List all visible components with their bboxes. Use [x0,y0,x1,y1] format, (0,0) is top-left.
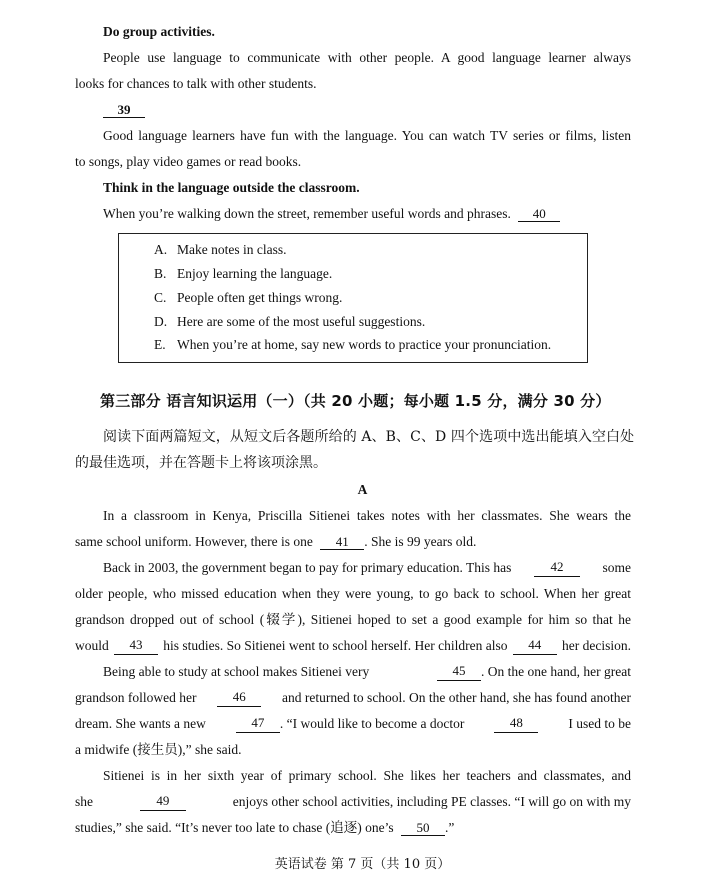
passage-p3-line2 [75,689,631,707]
p4-l3-text-b: .” [445,820,455,835]
p3-l3-blank-group [236,715,464,733]
option-b-letter: B. [154,266,167,281]
passage-p4-line3 [75,819,631,837]
blank-48: 48 [494,715,538,733]
option-b-text: Enjoy learning the language. [177,266,333,281]
passage-p3-line4: a midwife (接生员),” she said. [75,742,242,757]
p2-l1-text-a: Back in 2003, the government began to pay for primary education. This has [103,560,512,575]
p2-l4-text-b: his studies. So Sitienei went to school herself. Her children also [163,638,508,653]
option-c-text: People often get things wrong. [177,290,343,305]
p3-l1-text-b: . On the one hand, her great [481,664,631,679]
p3-l1-blank-group [437,663,631,681]
p3-l2-text-b: and returned to school. On the other hand, she has found another [281,690,631,705]
p2-l4-text-a: would [75,638,109,653]
passage-p2-line1 [103,559,631,577]
blank-44: 44 [513,637,557,655]
p4-l2-text-a: she [75,794,93,809]
part3-heading: 第三部分 语言知识运用（一）（共 20 小题；每小题 1.5 分，满分 30 分） [100,392,611,410]
option-d [154,313,425,331]
option-c [154,289,342,307]
passage-p4-line1: Sitienei is in her sixth year of primary school. She likes her teachers and classmates, and [103,768,631,783]
p4-l3-text-a: studies,” she said. “It’s never too late to chase (追逐) one’s [75,820,394,835]
blank-46: 46 [217,689,261,707]
blank-49: 49 [140,793,186,811]
passage-p2-line2: older people, who missed education when they were young, to go back to school. When her great [75,586,631,601]
blank-42: 42 [534,559,580,577]
p4-l2-text-b: enjoys other school activities, including PE classes. “I will go on with my [232,794,631,809]
blank-43: 43 [114,637,158,655]
passage-p3-line1 [103,663,631,681]
group-activities-heading: Do group activities. [103,24,215,39]
blank-50: 50 [401,820,445,836]
blank-39 [103,101,145,119]
fun-para-line1: Good language learners have fun with the language. You can watch TV series or films, listen [103,128,631,143]
option-b [154,265,332,283]
p2-l1-text-b: some [602,560,631,575]
option-d-letter: D. [154,314,168,329]
p3-l3-text-b: . “I would like to become a doctor [279,716,465,731]
p3-l1-text-a: Being able to study at school makes Sitienei very [103,664,370,679]
blank-39-number: 39 [103,102,145,118]
blank-41: 41 [320,534,364,550]
blank-47: 47 [236,715,280,733]
p1-l2-text-b: . She is 99 years old. [364,534,477,549]
option-c-letter: C. [154,290,167,305]
passage-p1-line1: In a classroom in Kenya, Priscilla Sitienei takes notes with her classmates. She wears the [103,508,631,523]
part3-instructions-line1: 阅读下面两篇短文，从短文后各题所给的 A、B、C、D 四个选项中选出能填入空白处 [103,429,635,445]
think-line-text: When you’re walking down the street, remember useful words and phrases. [103,206,511,221]
blank-45: 45 [437,663,481,681]
think-line [103,205,631,223]
options-box [118,233,588,363]
p1-l2-text-a: same school uniform. However, there is one [75,534,313,549]
option-e [154,336,551,354]
passage-p2-line4 [75,637,631,655]
blank-40: 40 [518,206,560,222]
option-d-text: Here are some of the most useful suggestions. [177,314,426,329]
p3-l3-text-a: dream. She wants a new [75,716,206,731]
group-para-line1: People use language to communicate with other people. A good language learner always [103,50,631,65]
passage-label: A [357,482,368,497]
passage-p2-line3: grandson dropped out of school (辍学), Sitienei hoped to set a good example for him so that he [75,612,631,627]
fun-para-line2: to songs, play video games or read books. [75,154,302,169]
part3-instructions-line2: 的最佳选项，并在答题卡上将该项涂黑。 [75,455,327,471]
p3-l3-text-c: I used to be [568,716,631,731]
option-e-text: When you’re at home, say new words to practice your pronunciation. [177,337,552,352]
think-heading: Think in the language outside the classroom. [103,180,360,195]
option-a-letter: A. [154,242,168,257]
page-footer: 英语试卷 第 7 页（共 10 页） [274,857,451,872]
p3-l2-text-a: grandson followed her [75,690,197,705]
option-a-text: Make notes in class. [177,242,287,257]
option-a [154,241,286,259]
option-e-letter: E. [154,337,166,352]
group-para-line2: looks for chances to talk with other students. [75,76,317,91]
passage-p3-line3 [75,715,631,733]
passage-p1-line2 [75,533,631,551]
passage-p4-line2 [75,793,631,811]
p2-l4-text-c: her decision. [562,638,631,653]
